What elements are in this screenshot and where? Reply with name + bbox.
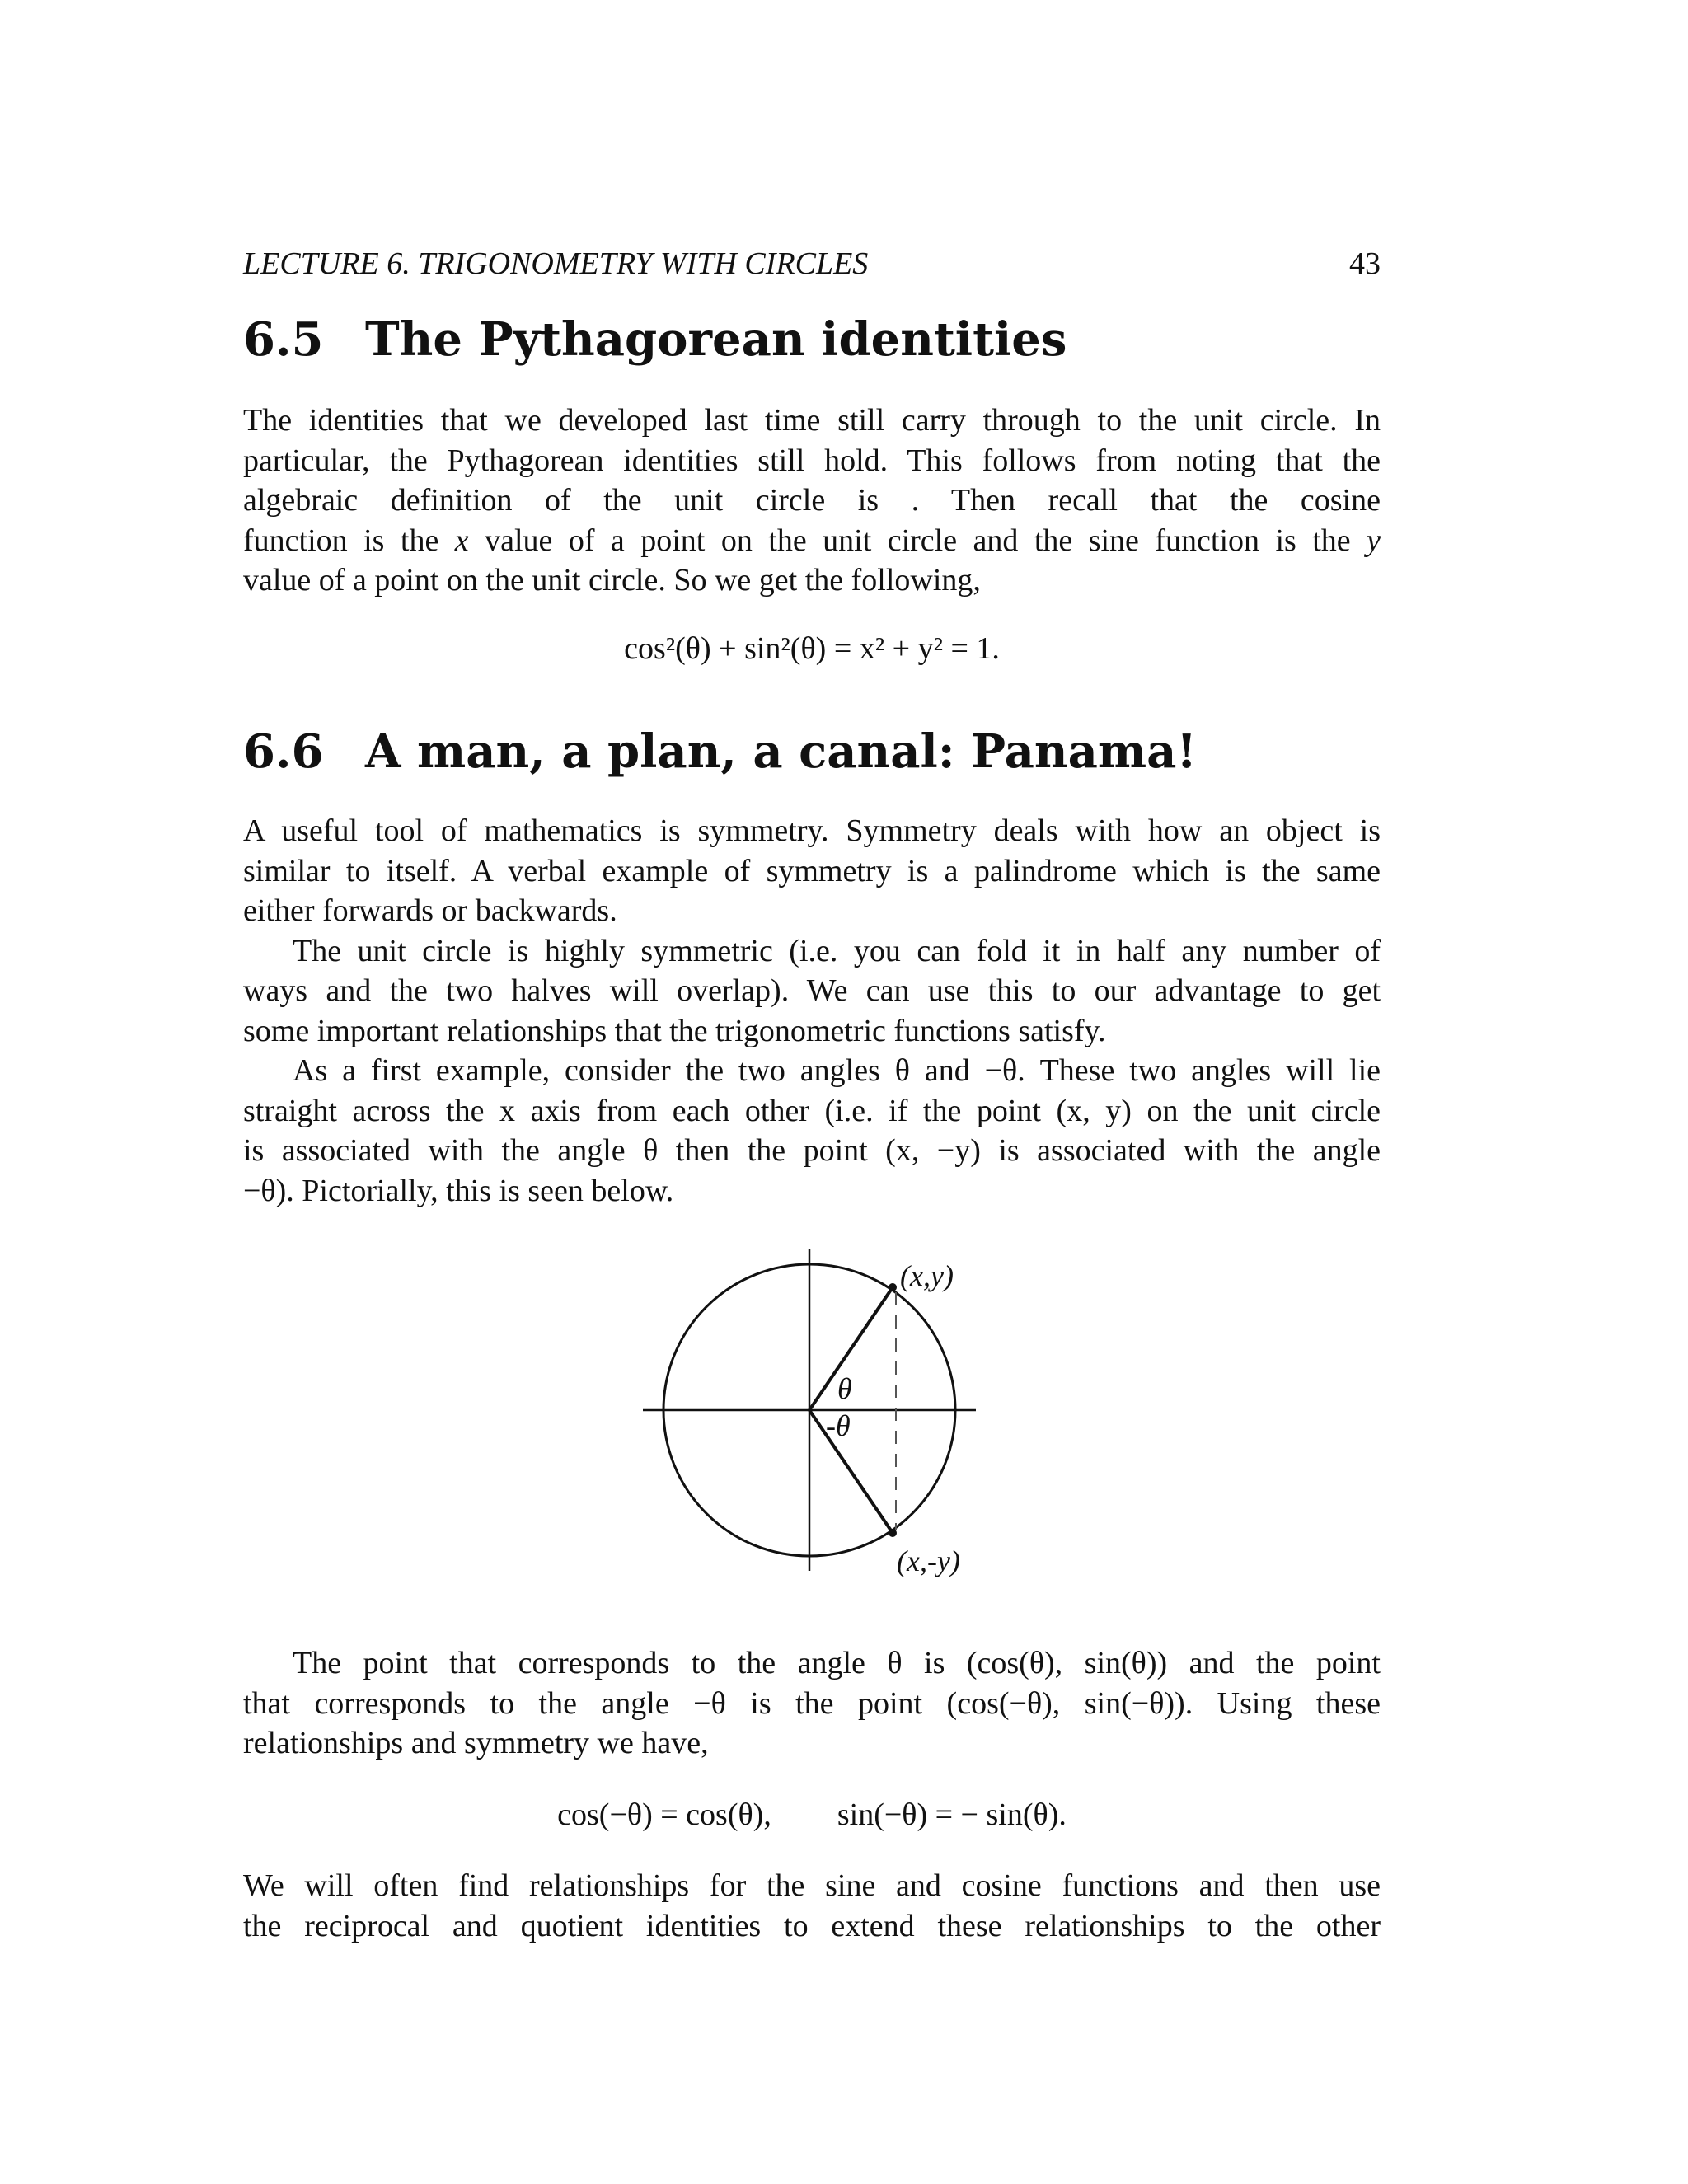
text-line: value of a point on the unit circle. So we get the following, — [243, 563, 981, 598]
text-line: that corresponds to the angle −θ is the point (cos(−θ), sin(−θ)). Using these — [243, 1685, 1381, 1721]
upper-point — [889, 1283, 897, 1291]
text-fragment: value of a point on the unit circle and the sine function is the — [468, 523, 1367, 558]
page-number: 43 — [1349, 246, 1381, 281]
text-line: We will often find relationships for the sine and cosine functions and then use — [243, 1868, 1381, 1903]
text-line: relationships and symmetry we have, — [243, 1726, 709, 1760]
text-line: the reciprocal and quotient identities to extend these relationships to the other — [243, 1908, 1381, 1943]
unit-circle-figure — [635, 1244, 997, 1591]
section-title: A man, a plan, a canal: Panama! — [365, 724, 1198, 779]
theta-label: θ — [837, 1372, 852, 1405]
section-number: 6.5 — [243, 312, 324, 367]
text-line: particular, the Pythagorean identities still hold. This follows from noting that the — [243, 443, 1381, 478]
radius-neg-theta — [809, 1410, 893, 1533]
paragraph-points — [243, 1643, 1381, 1764]
paragraph-closing — [243, 1866, 1381, 1946]
section-title: The Pythagorean identities — [365, 312, 1067, 367]
section-6-5-heading — [243, 313, 1067, 366]
text-line: some important relationships that the trigonometric functions satisfy. — [243, 1013, 1106, 1048]
running-header — [243, 244, 1381, 284]
text-line: straight across the x axis from each other (i.e. if the point (x, y) on the unit circle — [243, 1093, 1381, 1128]
text-line: The point that corresponds to the angle θ is (cos(θ), sin(θ)) and the point — [293, 1646, 1381, 1680]
text-line: The identities that we developed last time still carry through to the unit circle. In — [243, 403, 1381, 438]
text-line: similar to itself. A verbal example of symmetry is a palindrome which is the same — [243, 853, 1381, 888]
text-line: As a first example, consider the two angles θ and −θ. These two angles will lie — [293, 1053, 1381, 1088]
neg-theta-label: -θ — [826, 1409, 851, 1442]
math-y: y — [1367, 523, 1381, 558]
section-number: 6.6 — [243, 724, 324, 779]
upper-point-label: (x,y) — [900, 1259, 954, 1292]
text-line: either forwards or backwards. — [243, 893, 617, 928]
running-title: LECTURE 6. TRIGONOMETRY WITH CIRCLES — [243, 246, 869, 281]
lower-point-label: (x,-y) — [897, 1544, 960, 1577]
lower-point — [889, 1529, 897, 1537]
pythagorean-equation: cos²(θ) + sin²(θ) = x² + y² = 1. — [624, 631, 1000, 666]
text-line: −θ). Pictorially, this is seen below. — [243, 1173, 674, 1208]
text-fragment: function is the — [243, 523, 455, 558]
text-line: ways and the two halves will overlap). We can use this to our advantage to get — [243, 973, 1381, 1008]
text-line: is associated with the angle θ then the point (x, −y) is associated with the angle — [243, 1133, 1381, 1168]
text-line — [243, 521, 1381, 561]
symmetry-equations — [243, 1795, 1381, 1835]
text-fragment: algebraic definition of the unit circle is — [243, 483, 912, 518]
sine-odd-identity: sin(−θ) = − sin(θ). — [837, 1797, 1067, 1832]
text-line: The unit circle is highly symmetric (i.e. you can fold it in half any number of — [293, 933, 1381, 968]
cosine-even-identity: cos(−θ) = cos(θ), — [557, 1797, 771, 1832]
math-x: x — [454, 523, 469, 558]
paragraph-pythagorean — [243, 401, 1381, 601]
text-line — [243, 480, 1381, 521]
text-fragment: . Then recall that the cosine — [911, 483, 1381, 518]
section-6-6-heading — [243, 725, 1197, 778]
text-line: A useful tool of mathematics is symmetry. Symmetry deals with how an object is — [243, 813, 1381, 848]
paragraph-symmetry — [243, 811, 1381, 1211]
